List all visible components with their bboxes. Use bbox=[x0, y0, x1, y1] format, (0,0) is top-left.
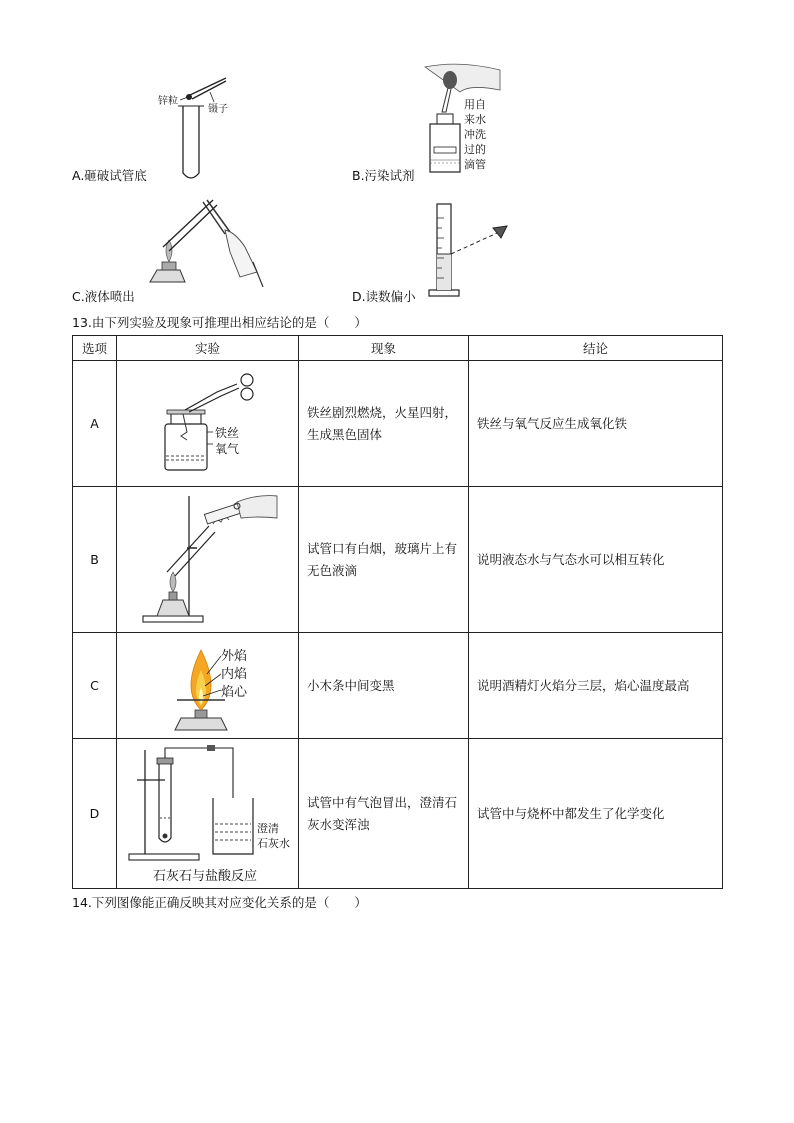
label-oxygen: 氧气 bbox=[215, 441, 240, 456]
row-figure bbox=[117, 487, 299, 633]
row-option: A bbox=[73, 361, 117, 487]
label-washed: 过的 bbox=[464, 143, 486, 156]
figure-dropper-bottle bbox=[420, 62, 505, 177]
label-water: 来水 bbox=[464, 113, 486, 126]
label-dropper: 滴管 bbox=[464, 158, 486, 171]
experiment-table bbox=[72, 335, 723, 889]
table-row bbox=[73, 739, 723, 889]
figure-alcohol-lamp-flame bbox=[117, 634, 297, 738]
row-figure bbox=[117, 633, 299, 739]
row-phenomenon: 试管中有气泡冒出，澄清石灰水变浑浊 bbox=[299, 739, 469, 889]
label-tap: 用自 bbox=[464, 98, 486, 111]
header-option: 选项 bbox=[73, 336, 117, 361]
label-inner-flame: 内焰 bbox=[221, 666, 248, 682]
row-phenomenon: 小木条中间变黑 bbox=[299, 633, 469, 739]
row-conclusion: 说明液态水与气态水可以相互转化 bbox=[469, 487, 723, 633]
option-a-caption: A.砸破试管底 bbox=[72, 168, 147, 183]
table-row bbox=[73, 487, 723, 633]
table-row bbox=[73, 633, 723, 739]
row-option: C bbox=[73, 633, 117, 739]
question-13: 13.由下列实验及现象可推理出相应结论的是（ ） bbox=[72, 315, 367, 330]
label-clear: 澄清 bbox=[257, 821, 279, 835]
row-figure bbox=[117, 361, 299, 487]
row-figure bbox=[117, 739, 299, 889]
label-iron-wire: 铁丝 bbox=[215, 425, 240, 440]
header-phenomenon: 现象 bbox=[299, 336, 469, 361]
table-header bbox=[73, 336, 723, 361]
label-flame-core: 焰心 bbox=[221, 684, 248, 700]
figure-heating-tube bbox=[145, 192, 275, 297]
label-rinse: 冲洗 bbox=[464, 128, 486, 141]
option-d-caption: D.读数偏小 bbox=[352, 289, 416, 304]
row-option: B bbox=[73, 487, 117, 633]
option-b-caption: B.污染试剂 bbox=[352, 168, 415, 183]
row-phenomenon: 铁丝剧烈燃烧，火星四射，生成黑色固体 bbox=[299, 361, 469, 487]
row-option: D bbox=[73, 739, 117, 889]
option-c-caption: C.液体喷出 bbox=[72, 289, 135, 304]
figure-heating-water bbox=[117, 488, 297, 632]
row-phenomenon: 试管口有白烟，玻璃片上有无色液滴 bbox=[299, 487, 469, 633]
row-conclusion: 试管中与烧杯中都发生了化学变化 bbox=[469, 739, 723, 889]
row-conclusion: 铁丝与氧气反应生成氧化铁 bbox=[469, 361, 723, 487]
figure-zinc-test-tube bbox=[150, 70, 240, 185]
label-outer-flame: 外焰 bbox=[221, 648, 248, 664]
row-conclusion: 说明酒精灯火焰分三层，焰心温度最高 bbox=[469, 633, 723, 739]
header-experiment: 实验 bbox=[117, 336, 299, 361]
label-tweezers: 镊子 bbox=[208, 104, 228, 115]
figure-limestone-acid bbox=[117, 740, 297, 888]
figure-graduated-cylinder bbox=[425, 198, 515, 300]
label-zinc: 锌粒 bbox=[158, 96, 178, 107]
figure-iron-oxygen bbox=[117, 362, 297, 486]
question-14: 14.下列图像能正确反映其对应变化关系的是（ ） bbox=[72, 895, 367, 910]
label-limestone-acid: 石灰石与盐酸反应 bbox=[153, 868, 258, 884]
label-limewater: 石灰水 bbox=[257, 836, 290, 850]
header-conclusion: 结论 bbox=[469, 336, 723, 361]
table-row bbox=[73, 361, 723, 487]
